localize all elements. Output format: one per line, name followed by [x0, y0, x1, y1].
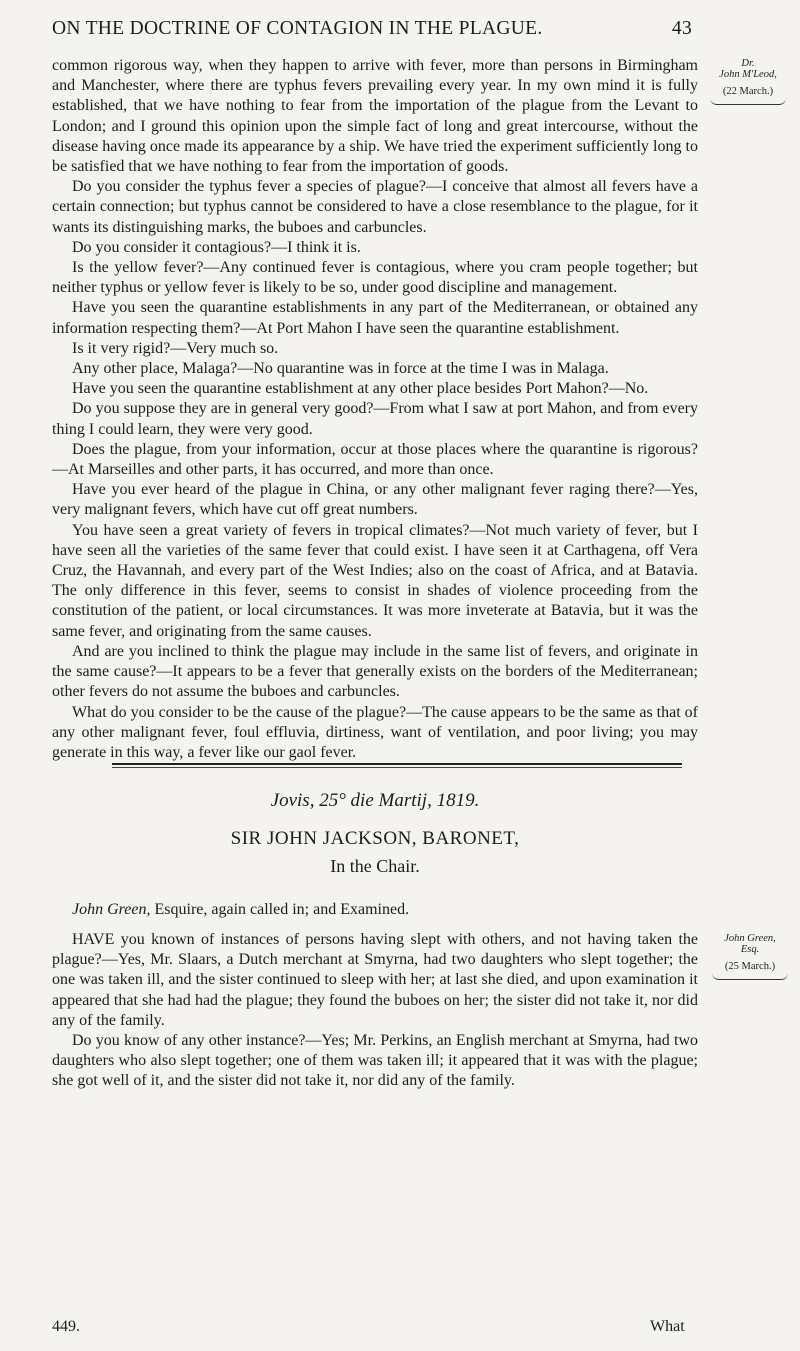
sitting-date: Jovis, 25° die Martij, 1819.: [270, 790, 480, 811]
paragraph: common rigorous way, when they happen to arrive with fever, more than persons in Birmingham and Manchester, where there are typhus fevers prevailing every year. In my own mind it is fully established, that we have nothing to fear from the importation of the plague from the Levant to London; and I ground this opinion upon the simple fact of long and great intercourse, without the disease having once made its appearance by a ship. We have tried the experiment sufficiently long to be satisfied that we have nothing to fear from the importation of goods.: [52, 57, 698, 176]
paragraph: Do you consider the typhus fever a species of plague?—I conceive that almost all fevers have a certain connection; but typhus cannot be considered to have a close resemblance to the plague, for it wants its distinguishing marks, the buboes and carbuncles.: [52, 178, 698, 236]
paragraph: Do you know of any other instance?—Yes; Mr. Perkins, an English merchant at Smyrna, had two daughters who also slept together; one of them was taken ill; it appeared that it was with the plague; she got well of it, and the sister did not take it, nor did any of the family.: [52, 1032, 698, 1090]
margin-note-date: (22 March.): [722, 86, 774, 97]
chairman-name: SIR JOHN JACKSON, BARONET,: [230, 828, 520, 849]
margin-note-date: (25 March.): [724, 961, 776, 972]
witness-name: John Green,: [72, 901, 151, 918]
page-number: 43: [671, 18, 692, 39]
paragraph: HAVE you known of instances of persons having slept with others, and not having taken the plague?—Yes, Mr. Slaars, a Dutch merchant at Smyrna, had two daughters who slept together; the one was taken ill, and the sister continued to sleep with her; at last she died, and upon examination it appeared that she had had the plague; they found the buboes on her; the sister did not take it, nor did any of the family.: [52, 931, 698, 1029]
paragraph: Does the plague, from your information, occur at those places where the quarantine is rigorous?—At Marseilles and other parts, it has occurred, and more than once.: [52, 440, 698, 479]
running-head-title: ON THE DOCTRINE OF CONTAGION IN THE PLAGUE.: [52, 18, 543, 39]
paragraph: Have you ever heard of the plague in China, or any other malignant fever raging there?—Yes, very malignant fevers, which have cut off great numbers.: [52, 481, 698, 519]
paragraph: Have you seen the quarantine establishments in any part of the Mediterranean, or obtained any information respecting them?—At Port Mahon I have seen the quarantine establishment.: [52, 299, 698, 337]
catchword: What: [650, 1318, 685, 1335]
paragraph: And are you inclined to think the plague may include in the same list of fevers, and originate in the same cause?—It appears to be a fever that generally exists on the borders of the Mediterranean; other fevers do not assume the buboes and carbuncles.: [52, 642, 698, 701]
running-head: [52, 18, 692, 40]
margin-brace: [710, 98, 786, 105]
margin-note-name: John Green,: [724, 933, 776, 944]
signature-mark: 449.: [52, 1318, 80, 1335]
paragraph: Any other place, Malaga?—No quarantine was in force at the time I was in Malaga.: [72, 360, 609, 378]
chairman-subtitle: In the Chair.: [330, 856, 420, 876]
witness-intro-text: Esquire, again called in; and Examined.: [150, 901, 410, 918]
section-divider-thin: [112, 767, 682, 768]
margin-note-witness-2: [708, 933, 792, 980]
testimony-section-1: [52, 56, 698, 763]
margin-note-prefix: Dr.: [741, 58, 755, 69]
margin-note-name: John M'Leod,: [719, 69, 777, 80]
margin-brace: [712, 973, 788, 980]
paragraph: You have seen a great variety of fevers in tropical climates?—Not much variety of fever, but I have seen all the varieties of the same fever that could exist. I have seen it at Carthagena, off Vera Cruz, the Havannah, and every part of the West Indies; also on the coast of Africa, and at Batavia. The only difference in this fever, seems to consist in shades of violence proceeding from the constitution of the patient, or local circumstances. It was more inveterate at Batavia, but it was the same fever, and originating from the same causes.: [52, 521, 698, 640]
paragraph: Do you consider it contagious?—I think it is.: [72, 238, 361, 256]
margin-note-witness-1: [706, 58, 790, 105]
margin-note-suffix: Esq.: [740, 944, 760, 955]
paragraph: Have you seen the quarantine establishment at any other place besides Port Mahon?—No.: [72, 380, 649, 398]
testimony-section-2: [52, 930, 698, 1092]
section-divider: [112, 763, 682, 765]
witness-intro: [72, 901, 698, 919]
paragraph: Is it very rigid?—Very much so.: [72, 339, 279, 357]
paragraph: Do you suppose they are in general very good?—From what I saw at port Mahon, and from every thing I could learn, they were very good.: [52, 400, 698, 438]
paragraph: Is the yellow fever?—Any continued fever is contagious, where you cram people together; but neither typhus or yellow fever is likely to be so, under good discipline and management.: [52, 259, 698, 297]
paragraph: What do you consider to be the cause of the plague?—The cause appears to be the same as that of any other malignant fever, foul effluvia, dirtiness, want of ventilation, and poor living; you may generate in this way, a fever like our gaol fever.: [52, 703, 698, 761]
